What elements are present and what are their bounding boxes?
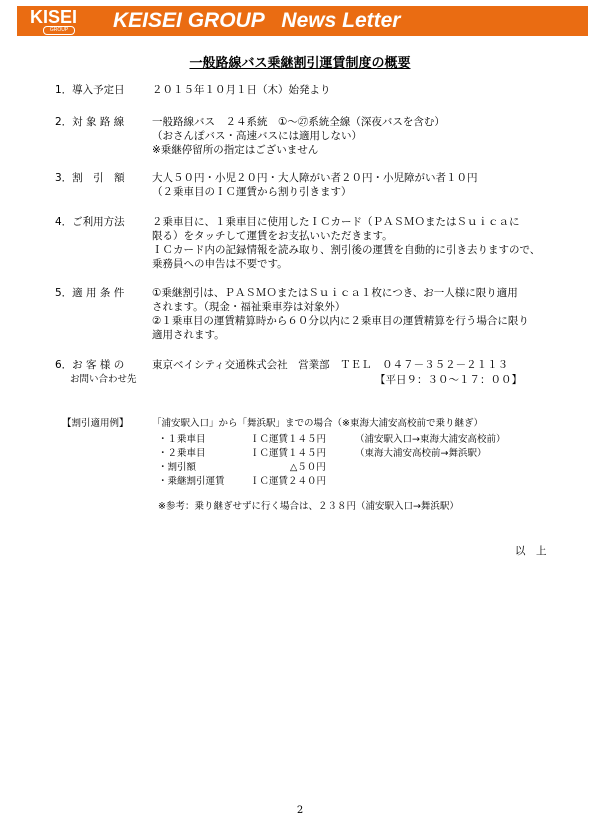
logo-group-badge: GROUP xyxy=(43,26,75,35)
section-5-label: 5．適 用 条 件 xyxy=(55,287,125,299)
header-title: KEISEI GROUP News Letter xyxy=(113,9,401,32)
keisei-logo xyxy=(17,6,97,36)
newsletter-header xyxy=(17,6,588,36)
closing-text: 以 上 xyxy=(515,545,547,557)
section-4-line: 限る）をタッチして運賃をお支払いいただきます。 xyxy=(152,230,393,242)
example-row-name: ・乗継割引運賃 xyxy=(158,476,225,487)
section-4-line: ＩＣカード内の記録情報を読み取り、割引後の運賃を自動的に引き去りますので、 xyxy=(152,244,541,256)
section-1-line: ２０１５年１０月１日（木）始発より xyxy=(152,84,331,96)
example-row-note: （東海大浦安高校前→舞浜駅） xyxy=(355,448,487,459)
example-label: 【割引適用例】 xyxy=(62,418,129,429)
example-row-note: （浦安駅入口→東海大浦安高校前） xyxy=(355,434,506,445)
example-row-value: ＩＣ運賃１４５円 xyxy=(250,448,327,459)
section-5-line: ②１乗車目の運賃精算時から６０分以内に２乗車目の運賃精算を行う場合に限り xyxy=(152,315,529,327)
section-2-line: ※乗継停留所の指定はございません xyxy=(152,144,319,156)
section-2-line: （おさんぽバス・高速バスには適用しない） xyxy=(152,130,362,142)
document-title: 一般路線バス乗継割引運賃制度の概要 xyxy=(189,56,411,71)
section-2-line: 一般路線バス ２４系統 ①～㉗系統全線（深夜バスを含む） xyxy=(152,116,445,128)
example-reference: ※参考：乗り継ぎせずに行く場合は、２３８円（浦安駅入口→舞浜駅） xyxy=(158,501,459,512)
example-heading: 「浦安駅入口」から「舞浜駅」までの場合（※東海大浦安高校前で乗り継ぎ） xyxy=(152,418,483,429)
example-row-name: ・割引額 xyxy=(158,462,197,473)
example-row-value: △５０円 xyxy=(290,462,326,473)
section-6-contact: 東京ベイシティ交通株式会社 営業部 ＴＥＬ ０４７－３５２－２１１３ xyxy=(152,359,509,371)
section-3-line: 大人５０円・小児２０円・大人障がい者２０円・小児障がい者１０円 xyxy=(152,172,478,184)
page-number: 2 xyxy=(296,805,304,816)
section-4-line: 乗務員への申告は不要です。 xyxy=(152,258,288,270)
section-2-label: 2．対 象 路 線 xyxy=(55,116,125,128)
example-row-name: ・２乗車目 xyxy=(158,448,206,459)
example-row-name: ・１乗車目 xyxy=(158,434,206,445)
section-6-label-sub: お問い合わせ先 xyxy=(70,374,137,385)
section-6-label: 6．お 客 様 の xyxy=(55,359,125,371)
section-3-line: （２乗車目のＩＣ運賃から割り引きます） xyxy=(152,186,352,198)
section-5-line: 適用されます。 xyxy=(152,329,225,341)
section-5-line: されます。（現金・福祉乗車券は対象外） xyxy=(152,301,346,313)
section-4-line: ２乗車目に、１乗車目に使用したＩＣカード（ＰＡＳＭＯまたはＳｕｉｃａに xyxy=(152,216,520,228)
section-4-label: 4．ご利用方法 xyxy=(55,216,125,228)
section-1-label: 1．導入予定日 xyxy=(55,84,125,96)
section-6-hours: 【平日９：３０～１７：００】 xyxy=(375,374,522,386)
section-3-label: 3．割 引 額 xyxy=(55,172,125,184)
section-5-line: ①乗継割引は、ＰＡＳＭＯまたはＳｕｉｃａ１枚につき、お一人様に限り適用 xyxy=(152,287,518,299)
example-row-value: ＩＣ運賃１４５円 xyxy=(250,434,327,445)
example-row-value: ＩＣ運賃２４０円 xyxy=(250,476,327,487)
logo-text: KISEI xyxy=(30,7,78,27)
